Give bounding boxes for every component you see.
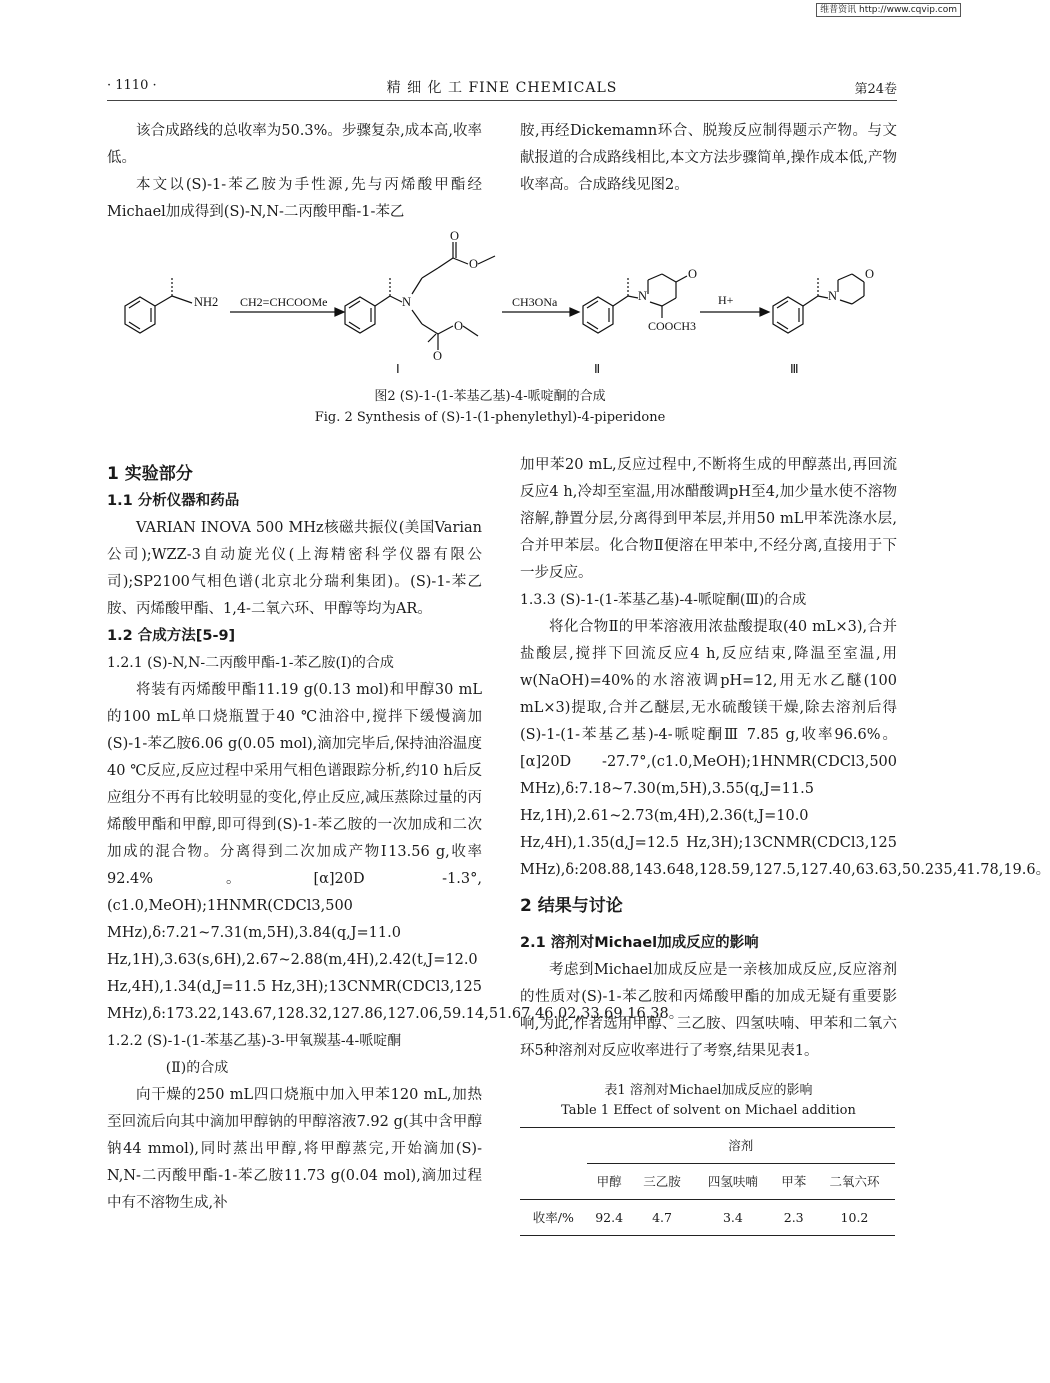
intro-paragraph-3: 胺,再经Dickemamn环合、脱羧反应制得题示产物。与文献报道的合成路线相比,本文方法步骤简单,操作成本低,产物收率高。合成路线见图2。 <box>520 123 897 193</box>
compound-label-3: Ⅲ <box>790 362 799 376</box>
compound-label-1: Ⅰ <box>396 362 400 376</box>
section-1-1-title: 1.1 分析仪器和药品 <box>107 493 240 509</box>
intro-left-column <box>107 118 482 226</box>
table-1-col-header: 甲醇 <box>587 1164 632 1200</box>
table-1-group-header: 溶剂 <box>587 1128 895 1164</box>
scheme-n-2: N <box>638 289 648 303</box>
scheme-reagent-3: H+ <box>718 293 734 307</box>
scheme-cooch3: COOCH3 <box>648 319 697 333</box>
table-1-col-header: 二氧六环 <box>814 1164 895 1200</box>
section-1-2-2-title-b: (Ⅱ)的合成 <box>165 1060 229 1076</box>
section-1-2-title: 1.2 合成方法[5-9] <box>107 628 236 644</box>
structure-compound-3 <box>773 274 864 333</box>
table-1-col-header: 甲苯 <box>773 1164 814 1200</box>
table-cell: 2.3 <box>773 1200 814 1236</box>
scheme-nh2: NH2 <box>194 295 219 309</box>
compound-label-2: Ⅱ <box>594 362 601 376</box>
section-1-2-2-title <box>107 1028 482 1082</box>
table-1 <box>520 1127 895 1236</box>
table-1-col-header: 三乙胺 <box>632 1164 693 1200</box>
table-1-col-header: 四氢呋喃 <box>692 1164 773 1200</box>
intro-paragraph-2: 本文以(S)-1-苯乙胺为手性源,先与丙烯酸甲酯经Michael加成得到(S)-N,N-二丙酸甲酯-1-苯乙 <box>107 177 482 220</box>
section-1-3-3-title: 1.3.3 (S)-1-(1-苯基乙基)-4-哌啶酮(Ⅲ)的合成 <box>520 592 807 608</box>
figure-caption-en: Fig. 2 Synthesis of (S)-1-(1-phenylethyl)-4-piperidone <box>314 410 666 425</box>
table-cell: 3.4 <box>692 1200 773 1236</box>
synthesis-scheme <box>100 228 880 376</box>
table-cell: 92.4 <box>587 1200 632 1236</box>
table-1-block <box>520 1081 897 1236</box>
section-2-1-title: 2.1 溶剂对Michael加成反应的影响 <box>520 935 759 951</box>
structure-phenylethylamine <box>125 278 192 333</box>
figure-caption-cn: 图2 (S)-1-(1-苯基乙基)-4-哌啶酮的合成 <box>374 389 606 404</box>
table-1-row-label: 收率/% <box>520 1200 587 1236</box>
section-1-3-3-body: 将化合物Ⅱ的甲苯溶液用浓盐酸提取(40 mL×3),合并盐酸层,搅拌下回流反应4 h,反应结束,降温至室温,用w(NaOH)=40%的水溶液调pH=12,用无水乙醚(100 mL×3)提取,合并乙醚层,无水硫酸镁干燥,除去溶剂后得(S)-1-(1-苯基乙基)-4-哌啶酮Ⅲ 7.85 g,收率96.6%。[α]20D -27.7°,(c1.0,MeOH);1HNMR(CDCl3,500 MHz),δ:7.18~7.30(m,5H),3.55(q,J=11.5 Hz,1H),2.61~2.73(m,4H),2.36(t,J=10.0 Hz,4H),1.35(d,J=12.5 Hz,3H);13CNMR(CDCl3,125 MHz),δ:208.88,143.648,128.59,127.5,127.40,63.63,50.235,41.78,19.6。 <box>520 619 1050 878</box>
watermark: 维普资讯 http://www.cqvip.com <box>816 3 961 17</box>
scheme-reagent-2: CH3ONa <box>512 295 558 309</box>
section-1-1-body: VARIAN INOVA 500 MHz核磁共振仪(美国Varian公司);WZZ-3自动旋光仪(上海精密科学仪器有限公司);SP2100气相色谱(北京北分瑞利集团)。(S)-1-苯乙胺、丙烯酸甲酯、1,4-二氧六环、甲醇等均为AR。 <box>107 520 482 617</box>
scheme-reagent-1: CH2=CHCOOMe <box>240 295 328 309</box>
section-2-1-body: 考虑到Michael加成反应是一亲核加成反应,反应溶剂的性质对(S)-1-苯乙胺和丙烯酸甲酯的加成无疑有重要影响,为此,作者选用甲醇、三乙胺、四氢呋喃、甲苯和二氧六环5种溶剂对反应收率进行了考察,结果见表1。 <box>520 962 897 1059</box>
table-1-caption-cn: 表1 溶剂对Michael加成反应的影响 <box>604 1083 813 1098</box>
section-1-title: 1 实验部分 <box>107 464 193 484</box>
scheme-o-1a: O <box>450 229 460 243</box>
section-2-title: 2 结果与讨论 <box>520 896 623 916</box>
page-number: · 1110 · <box>107 78 157 93</box>
section-1-2-2-title-a: 1.2.2 (S)-1-(1-苯基乙基)-3-甲氧羰基-4-哌啶酮 <box>107 1033 402 1049</box>
table-cell: 4.7 <box>632 1200 693 1236</box>
section-1-2-2-body: 向干燥的250 mL四口烧瓶中加入甲苯120 mL,加热至回流后向其中滴加甲醇钠的甲醇溶液7.92 g(其中含甲醇钠44 mmol),同时蒸出甲醇,将甲醇蒸完,开始滴加(S)-N,N-二丙酸甲酯-1-苯乙胺11.73 g(0.04 mol),滴加过程中有不溶物生成,补 <box>107 1087 482 1211</box>
volume-label: 第24卷 <box>854 82 897 97</box>
table-row <box>520 1200 895 1236</box>
intro-paragraph-1: 该合成路线的总收率为50.3%。步骤复杂,成本高,收率低。 <box>107 123 482 166</box>
scheme-o-1c: O <box>433 349 443 363</box>
table-cell: 10.2 <box>814 1200 895 1236</box>
scheme-o-2: O <box>688 267 698 281</box>
main-right-column <box>520 452 1050 1236</box>
scheme-o-3: O <box>865 267 875 281</box>
intro-right-column <box>520 118 897 199</box>
running-header <box>107 76 897 101</box>
scheme-o-1d: O <box>454 319 464 333</box>
journal-name: 精 细 化 工 FINE CHEMICALS <box>386 80 618 96</box>
section-1-2-1-body: 将装有丙烯酸甲酯11.19 g(0.13 mol)和甲醇30 mL的100 mL单口烧瓶置于40 ℃油浴中,搅拌下缓慢滴加(S)-1-苯乙胺6.06 g(0.05 mol),滴加完毕后,保持油浴温度40 ℃反应,反应过程中采用气相色谱跟踪分析,约10 h后反应组分不再有比较明显的变化,停止反应,减压蒸除过量的丙烯酸甲酯和甲醇,即可得到(S)-1-苯乙胺的一次加成和二次加成的混合物。分离得到二次加成产物Ⅰ13.56 g,收率92.4%。[α]20D -1.3°,(c1.0,MeOH);1HNMR(CDCl3,500 MHz),δ:7.21~7.31(m,5H),3.84(q,J=11.0 Hz,1H),3.63(s,6H),2.67~2.88(m,4H),2.42(t,J=12.0 Hz,4H),1.34(d,J=11.5 Hz,3H);13CNMR(CDCl3,125 MHz),δ:173.22,143.67,128.32,127.86,127.06,59.14,51.67,46.02,33.69,16.38。 <box>107 682 684 1022</box>
section-1-2-1-title: 1.2.1 (S)-N,N-二丙酸甲酯-1-苯乙胺(Ⅰ)的合成 <box>107 655 394 671</box>
scheme-n-3: N <box>828 289 838 303</box>
section-1-2-2-continued: 加甲苯20 mL,反应过程中,不断将生成的甲醇蒸出,再回流反应4 h,冷却至室温,用冰醋酸调pH至4,加少量水使不溶物溶解,静置分层,分离得到甲苯层,并用50 mL甲苯洗涤水层,合并甲苯层。化合物Ⅱ便溶在甲苯中,不经分离,直接用于下一步反应。 <box>520 457 897 581</box>
table-1-caption-en: Table 1 Effect of solvent on Michael addition <box>561 1103 856 1118</box>
scheme-o-1b: O <box>469 257 479 271</box>
scheme-n-1: N <box>402 295 412 309</box>
